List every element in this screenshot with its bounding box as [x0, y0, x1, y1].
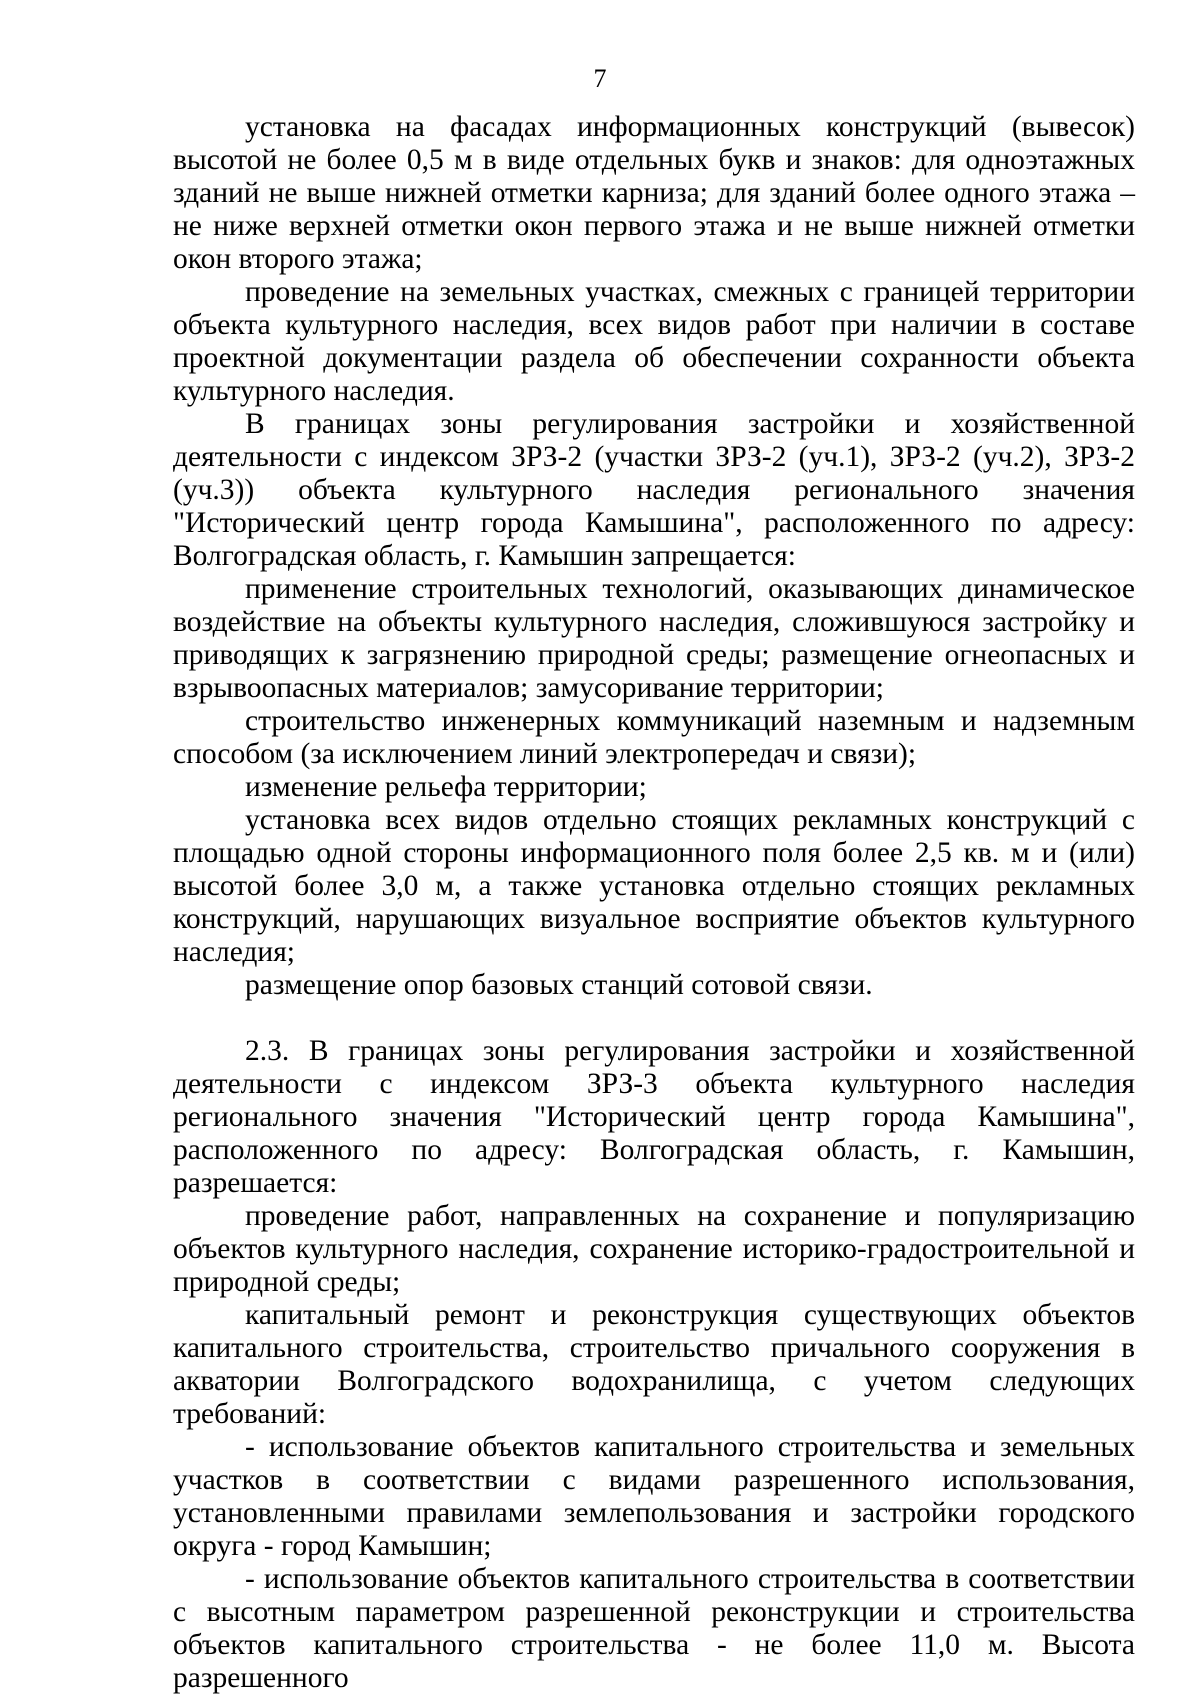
- document-body: [173, 111, 1135, 1695]
- page-number: 7: [593, 64, 607, 93]
- paragraph-relief-change: изменение рельефа территории;: [245, 771, 647, 803]
- paragraph-height-parameter: - использование объектов капитального строительства в соответствии с высотным параметром разрешенной реконструкции и строительства объектов капитального строительства - не более 11,0 м. Высота разрешенного: [173, 1563, 1135, 1694]
- paragraph-permitted-use: - использование объектов капитального строительства и земельных участков в соответствии с видами разрешенного использования, установленными правилами землепользования и застройки городского округа - город Камышин;: [173, 1431, 1135, 1562]
- paragraph-cell-towers: размещение опор базовых станций сотовой связи.: [245, 969, 873, 1001]
- paragraph-construction-technologies: применение строительных технологий, оказывающих динамическое воздействие на объекты культурного наследия, сложившуюся застройку и приводящих к загрязнению природной среды; размещение огнеопасных и взрывоопасных материалов; замусоривание территории;: [173, 573, 1135, 704]
- paragraph-signage-facades: установка на фасадах информационных конструкций (вывесок) высотой не более 0,5 м в виде отдельных букв и знаков: для одноэтажных зданий не выше нижней отметки карниза; для зданий более одного этажа – не ниже верхней отметки окон первого этажа и не выше нижней отметки окон второго этажа;: [173, 111, 1135, 275]
- paragraph-adjacent-land-works: проведение на земельных участках, смежных с границей территории объекта культурного наследия, всех видов работ при наличии в составе проектной документации раздела об обеспечении сохранности объекта культурного наследия.: [173, 276, 1135, 407]
- paragraph-engineering-communications: строительство инженерных коммуникаций наземным и надземным способом (за исключением линий электропередач и связи);: [173, 705, 1135, 770]
- paragraph-section-2-3: 2.3. В границах зоны регулирования застройки и хозяйственной деятельности с индексом ЗРЗ-3 объекта культурного наследия регионального значения "Исторический центр города Камышина", расположенного по адресу: Волгоградская область, г. Камышин, разрешается:: [173, 1035, 1135, 1199]
- paragraph-zrz2-prohibited-intro: В границах зоны регулирования застройки и хозяйственной деятельности с индексом ЗРЗ-2 (участки ЗРЗ-2 (уч.1), ЗРЗ-2 (уч.2), ЗРЗ-2 (уч.3)) объекта культурного наследия регионального значения "Исторический центр города Камышина", расположенного по адресу: Волгоградская область, г. Камышин запрещается:: [173, 408, 1135, 572]
- paragraph-advertising-structures: установка всех видов отдельно стоящих рекламных конструкций с площадью одной стороны информационного поля более 2,5 кв. м и (или) высотой более 3,0 м, а также установка отдельно стоящих рекламных конструкций, нарушающих визуальное восприятие объектов культурного наследия;: [173, 804, 1135, 968]
- paragraph-preservation-works: проведение работ, направленных на сохранение и популяризацию объектов культурного наследия, сохранение историко-градостроительной и природной среды;: [173, 1200, 1135, 1298]
- paragraph-capital-repair: капитальный ремонт и реконструкция существующих объектов капитального строительства, строительство причального сооружения в акватории Волгоградского водохранилища, с учетом следующих требований:: [173, 1299, 1135, 1430]
